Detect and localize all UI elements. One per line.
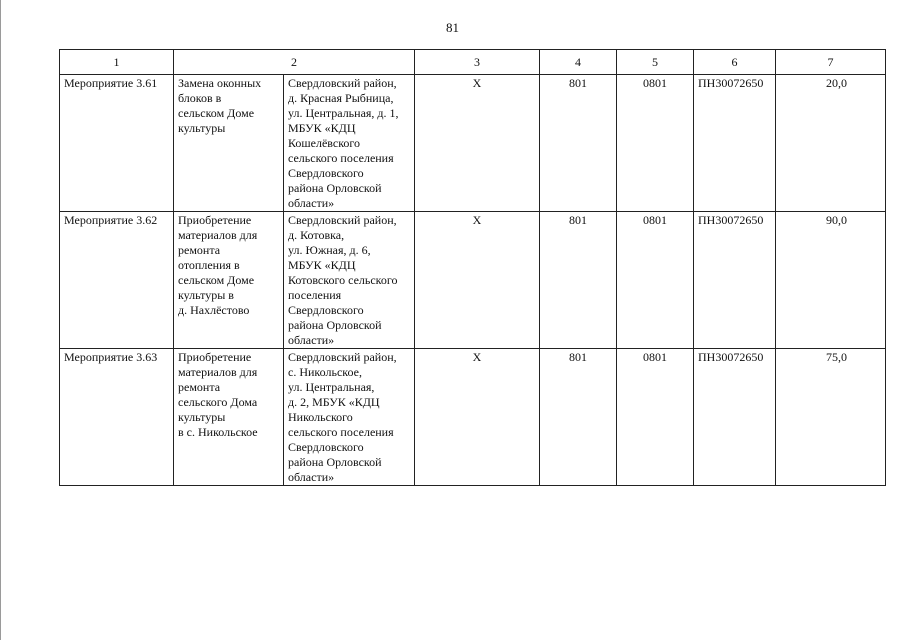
col5-cell: 0801 [617, 349, 694, 486]
col7-cell: 20,0 [776, 75, 886, 212]
event-cell: Мероприятие 3.62 [60, 212, 174, 349]
event-name-cell: Приобретение материалов для ремонта сельского Дома культуры в с. Никольское [174, 349, 284, 486]
col4-cell: 801 [540, 75, 617, 212]
header-col-4: 4 [540, 50, 617, 75]
header-col-3: 3 [415, 50, 540, 75]
col4-cell: 801 [540, 349, 617, 486]
col6-cell: ПН30072650 [694, 349, 776, 486]
col3-cell: Х [415, 212, 540, 349]
header-col-6: 6 [694, 50, 776, 75]
col5-cell: 0801 [617, 75, 694, 212]
address-cell: Свердловский район, д. Котовка, ул. Южная, д. 6, МБУК «КДЦ Котовского сельского поселения Свердловского района Орловской области» [284, 212, 415, 349]
col7-cell: 90,0 [776, 212, 886, 349]
budget-table [59, 49, 886, 486]
event-name-cell: Замена оконных блоков в сельском Доме культуры [174, 75, 284, 212]
page-number: 81 [446, 20, 459, 35]
col6-cell: ПН30072650 [694, 75, 776, 212]
header-col-5: 5 [617, 50, 694, 75]
event-cell: Мероприятие 3.61 [60, 75, 174, 212]
address-cell: Свердловский район, д. Красная Рыбница, ул. Центральная, д. 1, МБУК «КДЦ Кошелёвского сельского поселения Свердловского района Орловской области» [284, 75, 415, 212]
col3-cell: Х [415, 349, 540, 486]
address-cell: Свердловский район, с. Никольское, ул. Центральная, д. 2, МБУК «КДЦ Никольского сельского поселения Свердловского района Орловской области» [284, 349, 415, 486]
col7-cell: 75,0 [776, 349, 886, 486]
table-row [60, 75, 886, 212]
event-name-cell: Приобретение материалов для ремонта отопления в сельском Доме культуры в д. Нахлёстово [174, 212, 284, 349]
header-row [60, 50, 886, 75]
header-col-1: 1 [60, 50, 174, 75]
table-row [60, 212, 886, 349]
col6-cell: ПН30072650 [694, 212, 776, 349]
scan-edge-line [0, 0, 1, 640]
header-col-2: 2 [174, 50, 415, 75]
col5-cell: 0801 [617, 212, 694, 349]
header-col-7: 7 [776, 50, 886, 75]
table-row [60, 349, 886, 486]
col3-cell: Х [415, 75, 540, 212]
event-cell: Мероприятие 3.63 [60, 349, 174, 486]
col4-cell: 801 [540, 212, 617, 349]
